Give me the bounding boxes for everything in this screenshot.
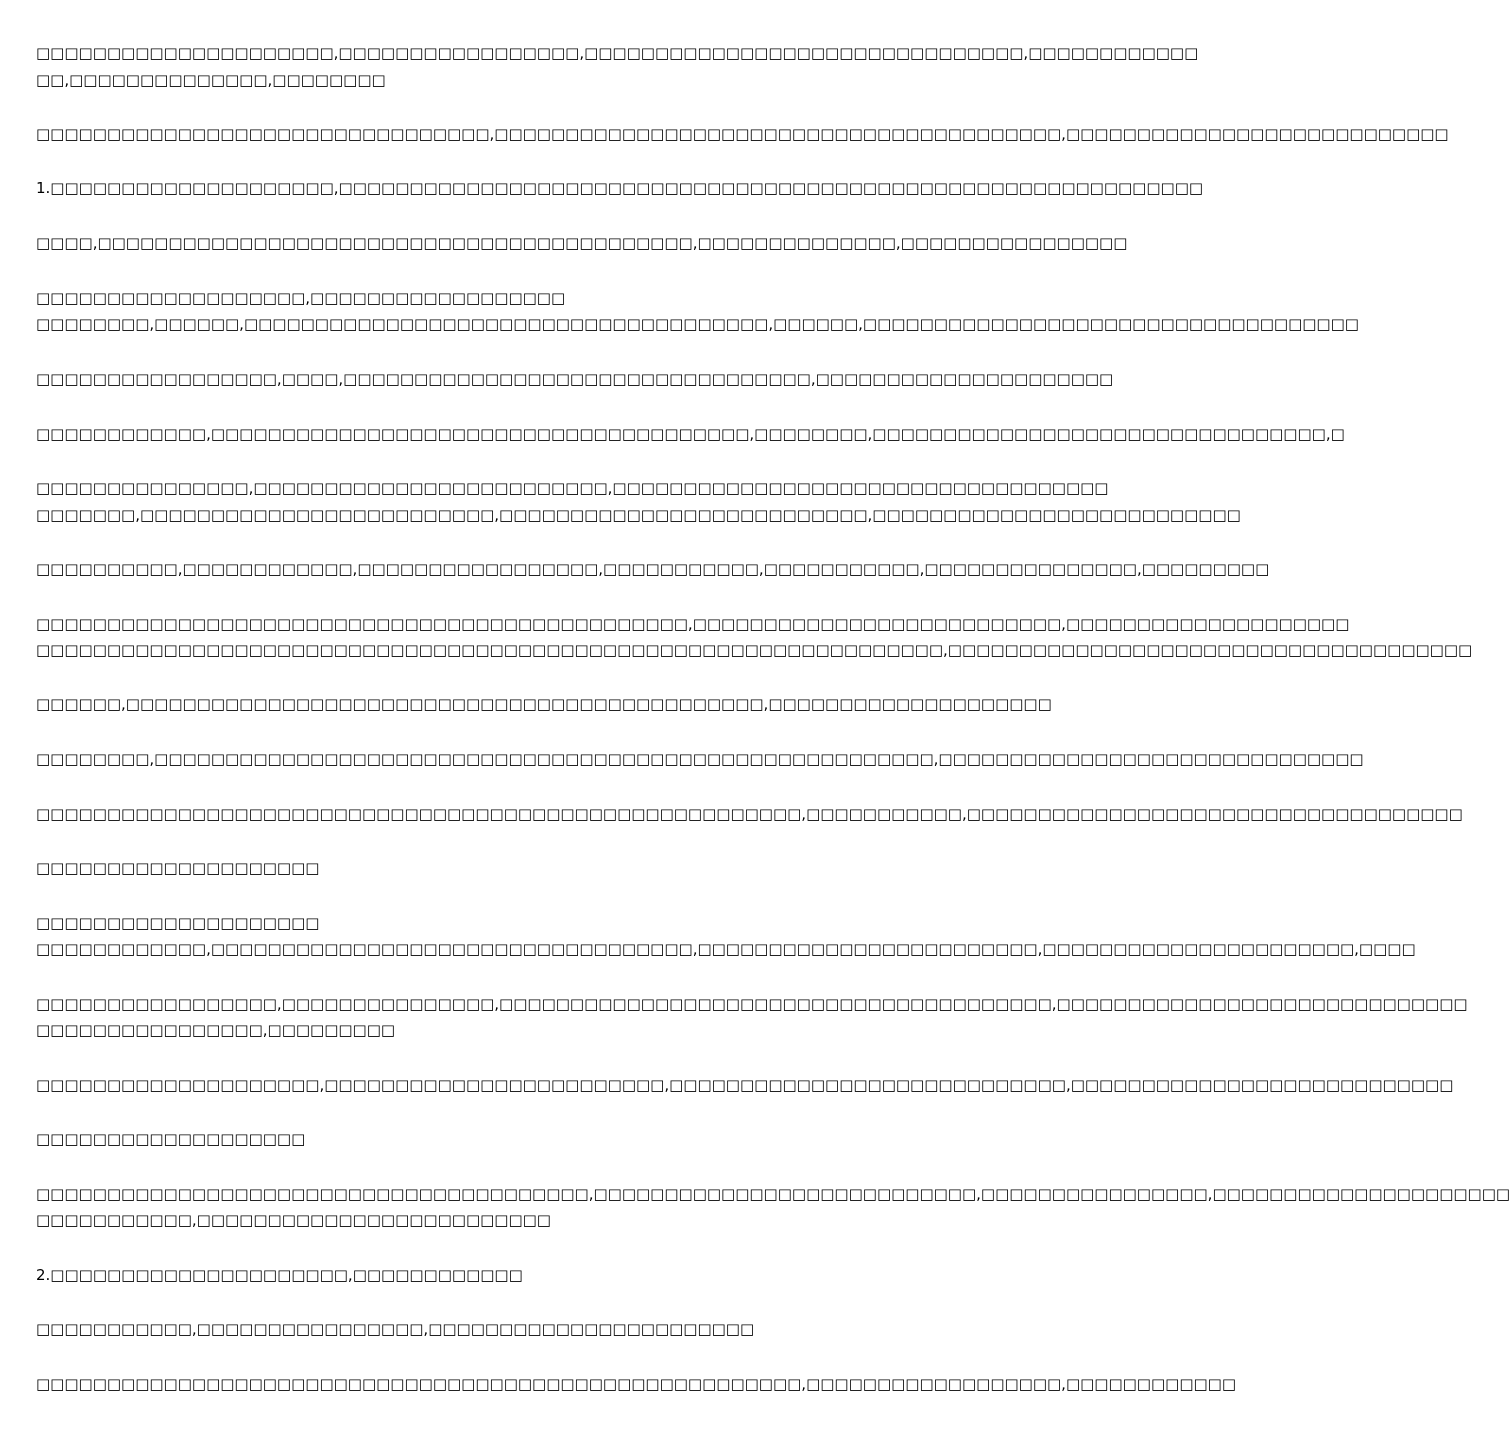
text-line: □□□□□□□□□□□□□□□□□□□□□□□□□□□□□□□□□□□□□□□,□□□□□□□□□□□□□□□□□□□□□□□□□□□,□□□□□□□□□□□□□□□□,□□□□□□□□□□□□□□□□□□□□□	[36, 1185, 1510, 1203]
text-line: □□□□□□,□□□□□□□□□□□□□□□□□□□□□□□□□□□□□□□□□□□□□□□□□□□□□,□□□□□□□□□□□□□□□□□□□□	[36, 695, 1052, 713]
text-line: □□□□□□□□□□□□□□□□,□□□□□□□□□	[36, 1021, 396, 1039]
text-line: □□□□,□□□□□□□□□□□□□□□□□□□□□□□□□□□□□□□□□□□□□□□□□□,□□□□□□□□□□□□□□,□□□□□□□□□□□□□□□□	[36, 234, 1128, 252]
text-line: □□□□□□□□□□□□□□□□□□□□□,□□□□□□□□□□□□□□□□□,□□□□□□□□□□□□□□□□□□□□□□□□□□□□□□□,□□□□□□□□□□□□	[36, 44, 1199, 62]
text-line: □□□□□□□□□□□,□□□□□□□□□□□□□□□□□□□□□□□□□	[36, 1211, 551, 1229]
text-line: □□□□□□□□□□□□,□□□□□□□□□□□□□□□□□□□□□□□□□□□□□□□□□□,□□□□□□□□□□□□□□□□□□□□□□□□,□□□□□□□□□□□□□□□□□□□□□□,□□□□	[36, 940, 1416, 958]
text-line: □□□□□□□□□□□□□□□□□□□□	[36, 859, 320, 877]
text-line: □□□□□□□□□□□□□□□□□□□	[36, 1130, 306, 1148]
text-line: □□□□□□□□□□□□,□□□□□□□□□□□□□□□□□□□□□□□□□□□□□□□□□□□□□□,□□□□□□□□,□□□□□□□□□□□□□□□□□□□□□□□□□□□□□□□□,□	[36, 425, 1345, 443]
text-line: □□□□□□□□□□□□□□□□□□□□,□□□□□□□□□□□□□□□□□□□□□□□□,□□□□□□□□□□□□□□□□□□□□□□□□□□□□,□□□□□□□□□□□□□□□□□□□□□□□□□□□	[36, 1076, 1454, 1094]
text-line: □□□□□□□□□□□□□□□□□□□,□□□□□□□□□□□□□□□□□□	[36, 289, 566, 307]
text-line: □□□□□□□□□□□,□□□□□□□□□□□□□□□□,□□□□□□□□□□□□□□□□□□□□□□□	[36, 1320, 755, 1338]
text-line: 2.□□□□□□□□□□□□□□□□□□□□□,□□□□□□□□□□□□	[36, 1266, 523, 1284]
text-line: □□□□□□□□□□□□□□□□□□□□□□□□□□□□□□□□□□□□□□□□□□□□□□□□□□□□□□,□□□□□□□□□□□□□□□□□□,□□□□□□□□□□□□	[36, 1375, 1237, 1393]
text-line: □□□□□□□□□□□□□□□□□□□□□□□□□□□□□□□□□□□□□□□□□□□□□□,□□□□□□□□□□□□□□□□□□□□□□□□□□,□□□□□□□□□□□□□□□□□□□□	[36, 615, 1350, 633]
text-line: □□□□□□□□□□□□□□□,□□□□□□□□□□□□□□□□□□□□□□□□□,□□□□□□□□□□□□□□□□□□□□□□□□□□□□□□□□□□□	[36, 479, 1109, 497]
text-line: □□□□□□□□□□□□□□□□□,□□□□□□□□□□□□□□□,□□□□□□□□□□□□□□□□□□□□□□□□□□□□□□□□□□□□□□□,□□□□□□□□□□□□□□□□□□□□□□□□□□□□□	[36, 995, 1468, 1013]
text-line: □□□□□□□□□□□□□□□□□□□□	[36, 914, 320, 932]
text-line: 1.□□□□□□□□□□□□□□□□□□□□,□□□□□□□□□□□□□□□□□□□□□□□□□□□□□□□□□□□□□□□□□□□□□□□□□□□□□□□□□□□□□	[36, 179, 1204, 197]
text-line: □□□□□□□□,□□□□□□,□□□□□□□□□□□□□□□□□□□□□□□□□□□□□□□□□□□□□,□□□□□□,□□□□□□□□□□□□□□□□□□□□□□□□□□□□□□□□□□□	[36, 315, 1359, 333]
text-line: □□□□□□□□□□□□□□□□□,□□□□,□□□□□□□□□□□□□□□□□□□□□□□□□□□□□□□□□,□□□□□□□□□□□□□□□□□□□□□	[36, 370, 1114, 388]
text-line: □□□□□□□□□□□□□□□□□□□□□□□□□□□□□□□□□□□□□□□□□□□□□□□□□□□□□□□□□□□□□□□□,□□□□□□□□□□□□□□□□□□□□□□□□□□□□□□□□□□□□□	[36, 641, 1473, 659]
text-line: □□□□□□□□,□□□□□□□□□□□□□□□□□□□□□□□□□□□□□□□□□□□□□□□□□□□□□□□□□□□□□□□,□□□□□□□□□□□□□□□□□□□□□□□□□□□□□□	[36, 750, 1364, 768]
text-line: □□,□□□□□□□□□□□□□□,□□□□□□□□	[36, 71, 386, 89]
text-line: □□□□□□□□□□,□□□□□□□□□□□□,□□□□□□□□□□□□□□□□□,□□□□□□□□□□□,□□□□□□□□□□□,□□□□□□□□□□□□□□□,□□□□□□□□□	[36, 560, 1270, 578]
text-line: □□□□□□□,□□□□□□□□□□□□□□□□□□□□□□□□□,□□□□□□□□□□□□□□□□□□□□□□□□□□,□□□□□□□□□□□□□□□□□□□□□□□□□□	[36, 506, 1241, 524]
text-line: □□□□□□□□□□□□□□□□□□□□□□□□□□□□□□□□,□□□□□□□□□□□□□□□□□□□□□□□□□□□□□□□□□□□□□□□□,□□□□□□□□□□□□□□□□□□□□□□□□□□□	[36, 125, 1449, 143]
text-line: □□□□□□□□□□□□□□□□□□□□□□□□□□□□□□□□□□□□□□□□□□□□□□□□□□□□□□,□□□□□□□□□□□,□□□□□□□□□□□□□□□□□□□□□□□□□□□□□□□□□□□	[36, 805, 1463, 823]
